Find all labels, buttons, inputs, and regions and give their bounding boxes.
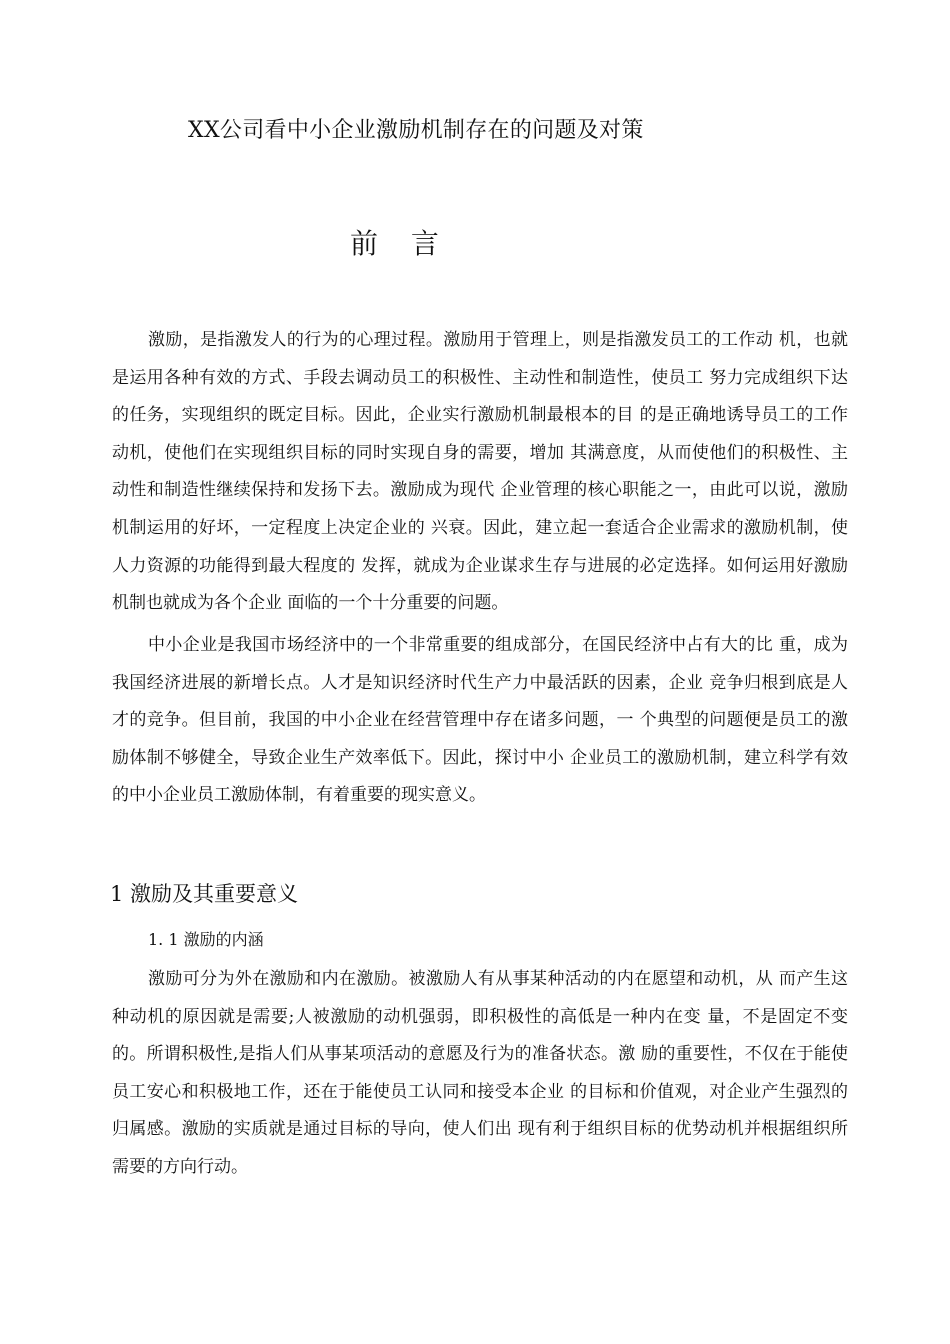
preface-paragraph-1: 激励，是指激发人的行为的心理过程。激励用于管理上，则是指激发员工的工作动 机，也就是运用各种有效的方式、手段去调动员工的积极性、主动性和制造性，使员工 努力完成组织下达的任务，实现组织的既定目标。因此，企业实行激励机制最根本的目 的是正确地诱导员工的工作动机，使他们在实现组织目标的同时实现自身的需要，增加 其满意度，从而使他们的积极性、主动性和制造性继续保持和发扬下去。激励成为现代 企业管理的核心职能之一，由此可以说，激励机制运用的好坏，一定程度上决定企业的 兴衰。因此，建立起一套适合企业需求的激励机制，使人力资源的功能得到最大程度的 发挥，就成为企业谋求生存与进展的必定选择。如何运用好激励机制也就成为各个企业 面临的一个十分重要的问题。 bbox=[112, 330, 848, 614]
preface-paragraph-2: 中小企业是我国市场经济中的一个非常重要的组成部分，在国民经济中占有大的比 重，成为我国经济进展的新增长点。人才是知识经济时代生产力中最活跃的因素，企业 竞争归根到底是人才的竞争。但目前，我国的中小企业在经营管理中存在诸多问题，一 个典型的问题便是员工的激励体制不够健全，导致企业生产效率低下。因此，探讨中小 企业员工的激励机制，建立科学有效的中小企业员工激励体制，有着重要的现实意义。 bbox=[112, 635, 848, 806]
subsection-1-1-paragraph: 激励可分为外在激励和内在激励。被激励人有从事某种活动的内在愿望和动机，从 而产生这种动机的原因就是需要;人被激励的动机强弱，即积极性的高低是一种内在变 量，不是固定不变的。所谓积极性,是指人们从事某项活动的意愿及行为的准备状态。激 励的重要性，不仅在于能使员工安心和积极地工作，还在于能使员工认同和接受本企业 的目标和价值观，对企业产生强烈的归属感。激励的实质就是通过目标的导向，使人们出 现有利于组织目标的优势动机并根据组织所需要的方向行动。 bbox=[112, 969, 848, 1177]
document-title: XX公司看中小企业激励机制存在的问题及对策 bbox=[188, 118, 644, 143]
preface-heading: 前 言 bbox=[350, 227, 451, 260]
section-1-heading: 1 激励及其重要意义 bbox=[110, 882, 299, 906]
subsection-1-1-heading: 1. 1 激励的内涵 bbox=[148, 930, 264, 949]
